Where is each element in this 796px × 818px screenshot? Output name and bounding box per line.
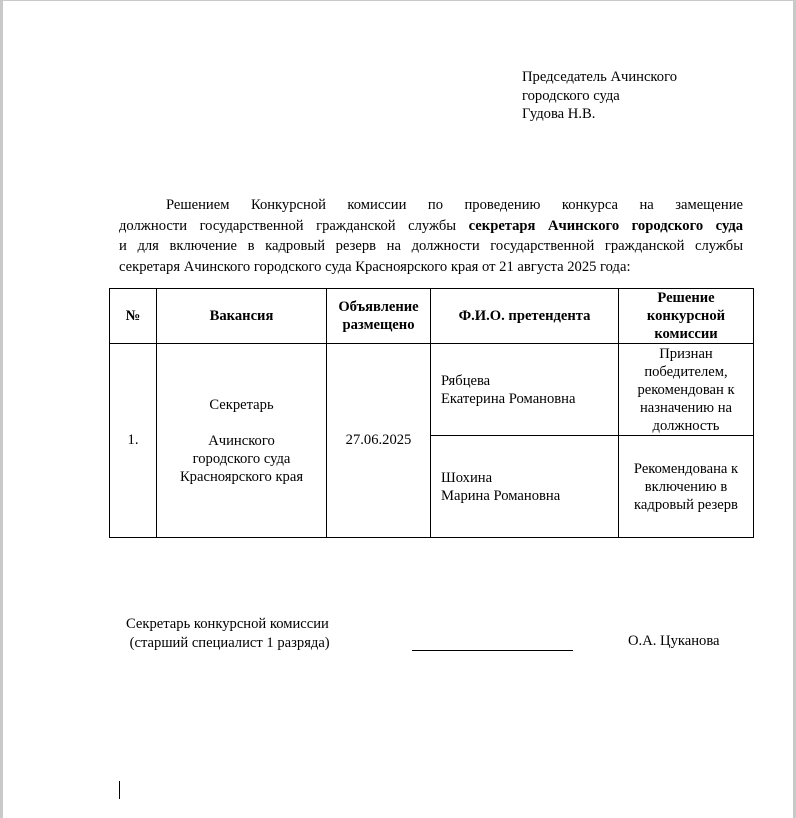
header-decision: [619, 289, 754, 344]
text-cursor[interactable]: [119, 781, 120, 799]
cell-announced-date: 27.06.2025: [327, 344, 431, 538]
header-applicant: Ф.И.О. претендента: [431, 289, 619, 344]
header-line: Решение: [657, 290, 715, 306]
intro-text: должности государственной гражданской службы: [119, 217, 469, 234]
signatory-role-line: Секретарь конкурсной комиссии: [126, 616, 329, 632]
intro-line: [119, 216, 743, 237]
results-table: [109, 288, 754, 538]
header-announcement: [327, 289, 431, 344]
cell-candidate-name: [431, 436, 619, 538]
header-line: комиссии: [654, 326, 718, 342]
table-row: [110, 344, 754, 436]
intro-text: Решением Конкурсной комиссии по проведению конкурса на замещение: [166, 197, 743, 213]
decision-line: включению в: [644, 478, 728, 495]
intro-line: секретаря Ачинского городского суда Красноярского края от 21 августа 2025 года:: [119, 258, 631, 275]
signatory-role: [126, 615, 330, 652]
addressee-line: Гудова Н.В.: [522, 106, 596, 122]
header-line: Объявление: [338, 299, 419, 315]
header-num: №: [110, 289, 157, 344]
decision-line: назначению на: [639, 399, 733, 416]
addressee-line: городского суда: [522, 87, 620, 104]
candidate-given-name: Екатерина Романовна: [441, 390, 576, 407]
table-header-row: [110, 289, 754, 344]
intro-bold-text: секретаря Ачинского городского суда: [468, 217, 744, 234]
cell-decision: [619, 436, 754, 538]
signature-line: [412, 650, 573, 651]
candidate-surname: Рябцева: [441, 372, 491, 389]
signatory-role-line: (старший специалист 1 разряда): [126, 634, 330, 651]
decision-line: кадровый резерв: [634, 496, 738, 513]
vacancy-line: городского суда: [192, 450, 291, 467]
cell-num: 1.: [110, 344, 157, 538]
cell-decision: [619, 344, 754, 436]
intro-line: [119, 195, 743, 216]
addressee-block: [522, 68, 677, 124]
addressee-line: Председатель Ачинского: [522, 69, 677, 85]
intro-line: и для включение в кадровый резерв на должности государственной гражданской службы: [119, 238, 743, 254]
vacancy-line: Ачинского: [208, 432, 275, 449]
signatory-name: О.А. Цуканова: [628, 633, 720, 649]
candidate-surname: Шохина: [441, 469, 493, 486]
cell-vacancy: [157, 344, 327, 538]
intro-paragraph: [119, 195, 743, 277]
decision-line: победителем,: [644, 363, 728, 380]
decision-line: рекомендован к: [637, 381, 735, 398]
decision-line: должность: [652, 417, 720, 434]
vacancy-title: Секретарь: [209, 396, 274, 413]
cell-candidate-name: [431, 344, 619, 436]
candidate-given-name: Марина Романовна: [441, 487, 561, 504]
header-line: конкурсной: [646, 308, 726, 324]
decision-line: Признан: [659, 345, 713, 362]
header-vacancy: Вакансия: [157, 289, 327, 344]
decision-line: Рекомендована к: [633, 460, 739, 477]
header-line: размещено: [342, 317, 415, 333]
vacancy-line: Красноярского края: [179, 468, 304, 485]
